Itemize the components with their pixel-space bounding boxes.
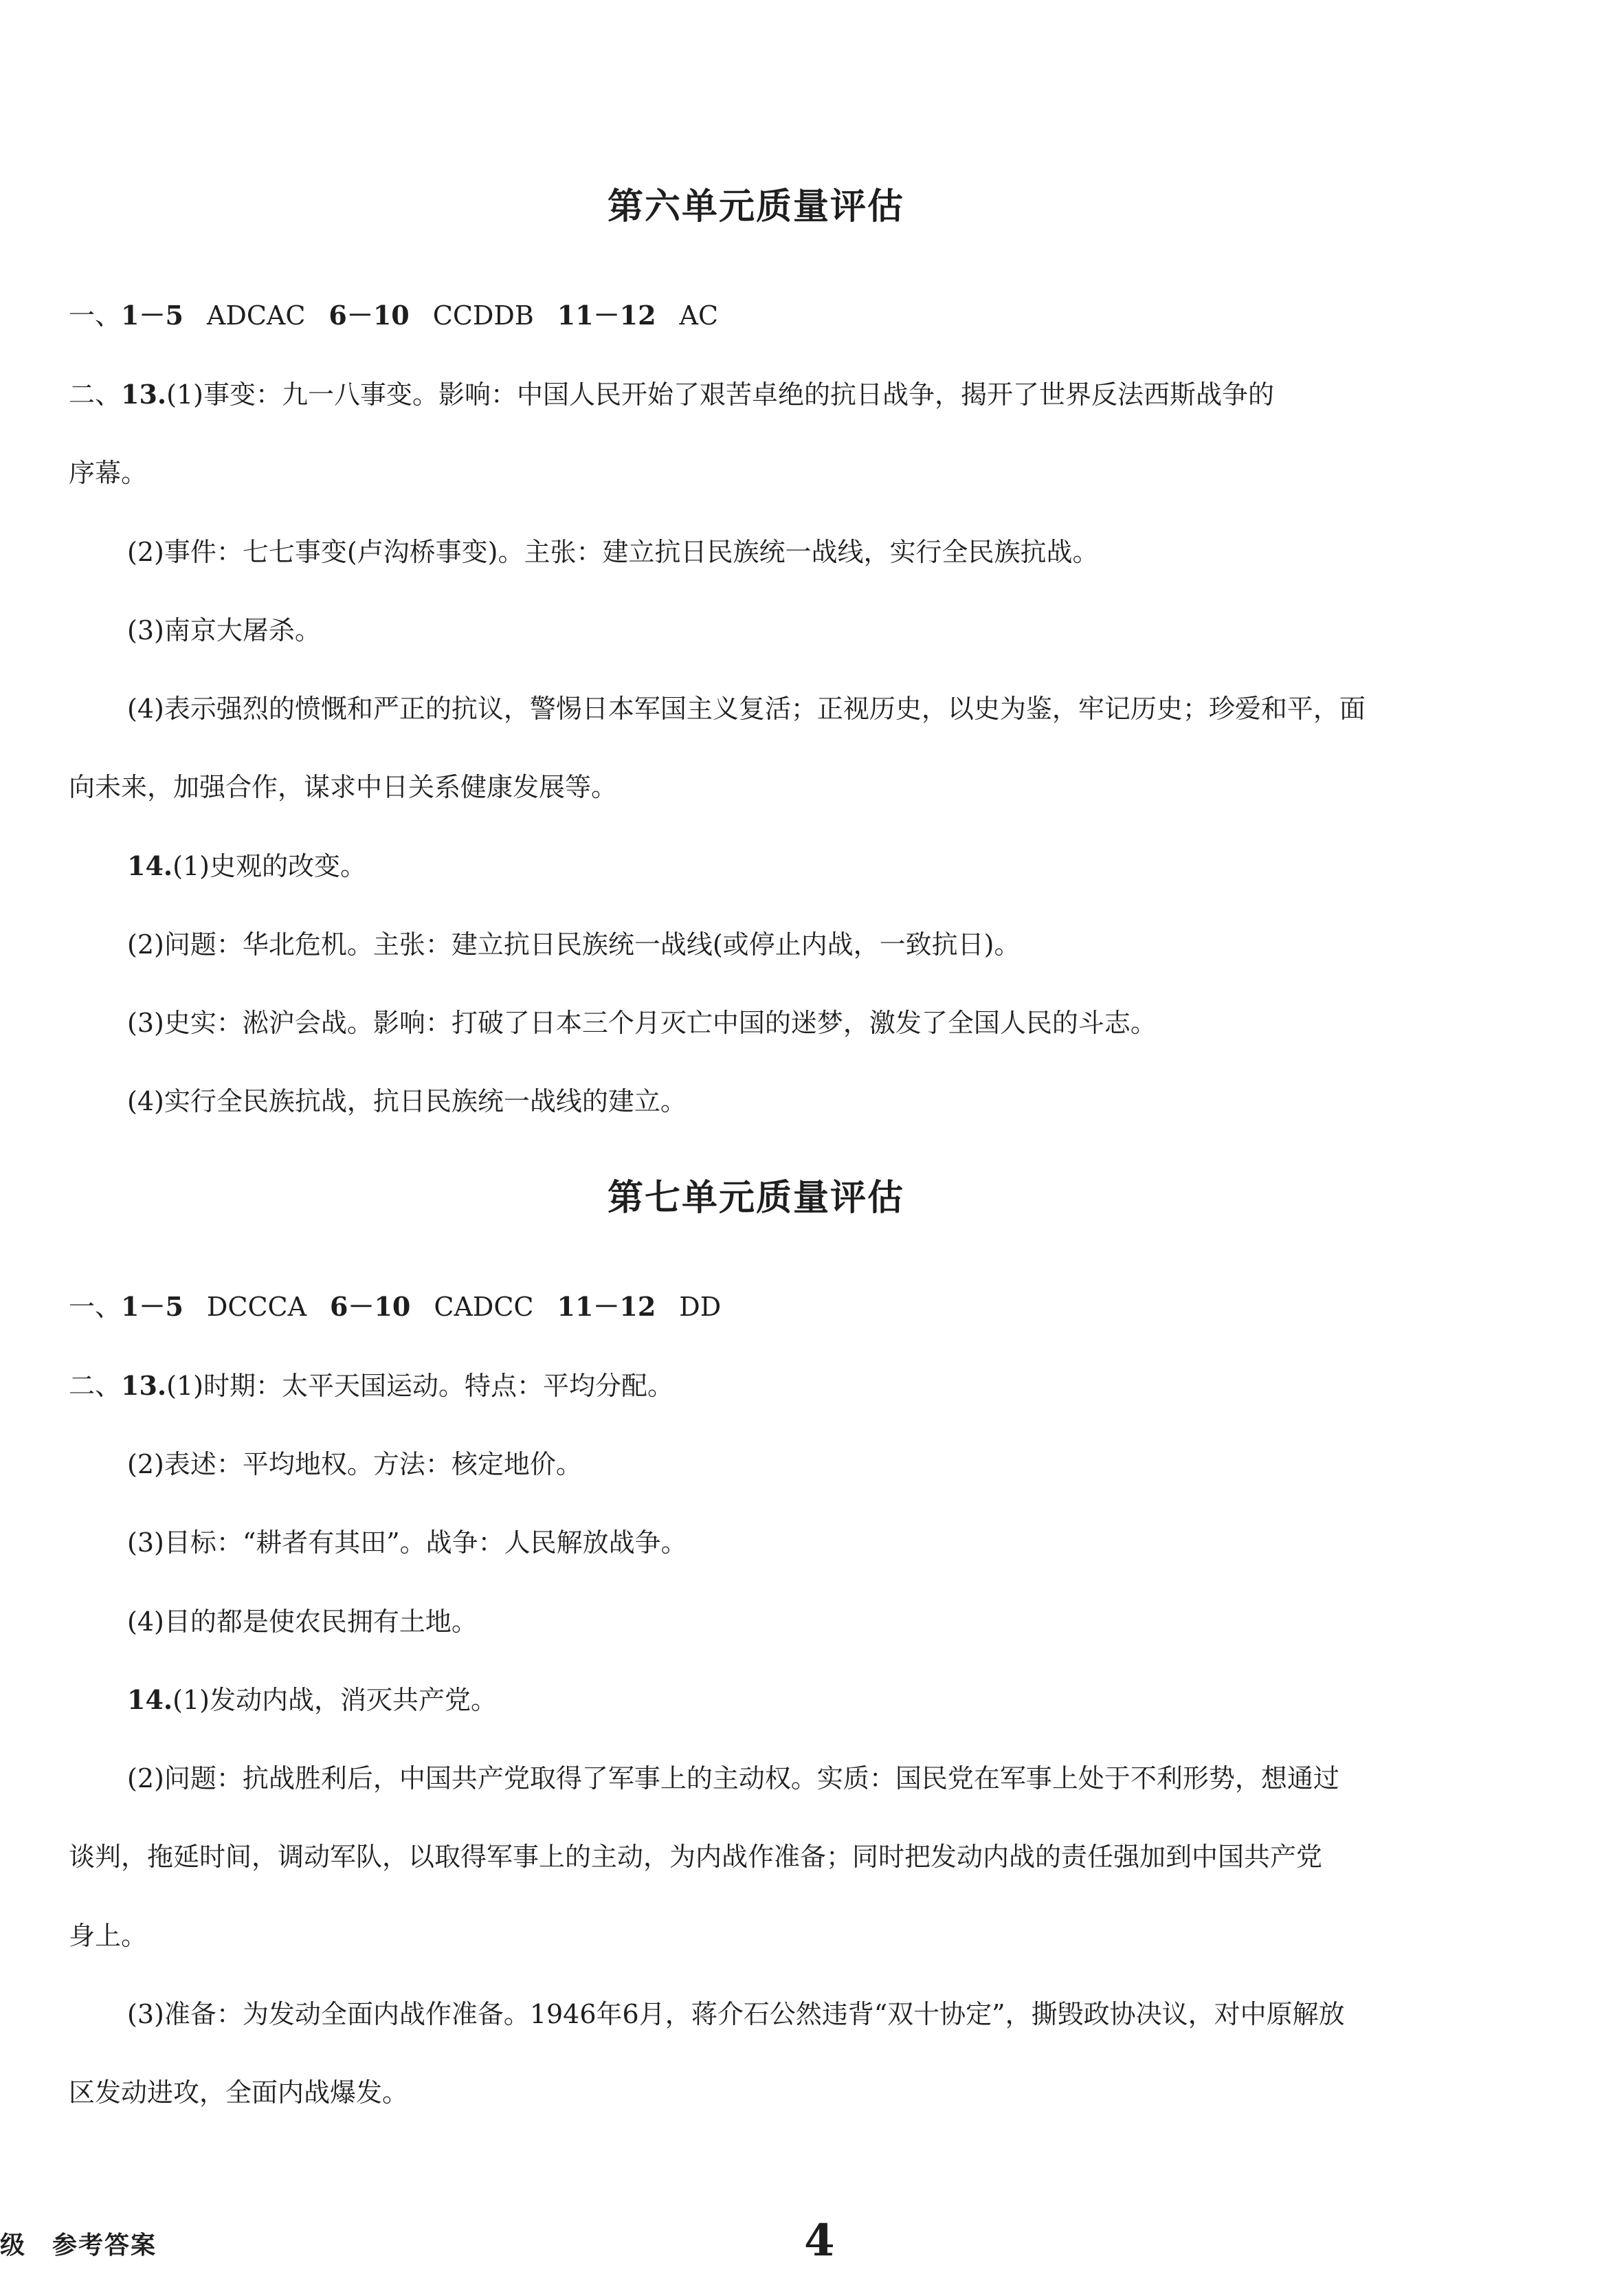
answer-text: (1)发动内战，消灭共产党。: [172, 1685, 497, 1715]
answer-group: CCDDB: [432, 300, 534, 331]
answer-group: DCCCA: [206, 1292, 307, 1322]
unit6-q14-p4: (4)实行全民族抗战，抗日民族统一战线的建立。: [127, 1086, 687, 1116]
unit6-q13-p3: (3)南京大屠杀。: [127, 615, 321, 645]
unit7-q13-p2: (2)表述：平均地权。方法：核定地价。: [127, 1449, 582, 1479]
answer-group: AC: [679, 300, 719, 331]
unit6-q13-line2: 序幕。: [69, 458, 148, 488]
section-prefix: 二、: [69, 1371, 122, 1401]
unit6-q13-line1: [69, 373, 1436, 411]
unit7-q14-p3a: (3)准备：为发动全面内战作准备。1946年6月，蒋介石公然违背“双十协定”，撕毁政协决议，对中原解放: [127, 1999, 1345, 2029]
section-prefix: 二、: [69, 379, 122, 410]
answer-text: (1)时期：太平天国运动。特点：平均分配。: [166, 1371, 673, 1401]
unit7-choice-answers: [69, 1285, 1436, 1323]
unit6-choice-answers: [69, 294, 1436, 332]
unit7-title: 第七单元质量评估: [607, 1178, 904, 1219]
unit7-q14-p2a: (2)问题：抗战胜利后，中国共产党取得了军事上的主动权。实质：国民党在军事上处于不利形势，想通过: [127, 1763, 1339, 1793]
unit6-q14-p2: (2)问题：华北危机。主张：建立抗日民族统一战线(或停止内战，一致抗日)。: [127, 929, 1021, 960]
range-label: 1－5: [121, 300, 183, 331]
answer-group: DD: [679, 1292, 722, 1322]
answer-group: CADCC: [434, 1292, 534, 1322]
question-number: 14.: [127, 1684, 173, 1715]
unit7-q14-p2c: 身上。: [69, 1921, 148, 1951]
answer-text: (1)事变：九一八事变。影响：中国人民开始了艰苦卓绝的抗日战争，揭开了世界反法西斯战争的: [166, 379, 1274, 410]
unit6-q13-p4a: (4)表示强烈的愤慨和严正的抗议，警惕日本军国主义复活；正视历史，以史为鉴，牢记历史；珍爱和平，面: [127, 694, 1366, 724]
range-label: 11－12: [557, 300, 656, 331]
page-number: 4: [804, 2215, 835, 2266]
question-number: 13.: [121, 1370, 167, 1401]
unit6-q13-p2: (2)事件：七七事变(卢沟桥事变)。主张：建立抗日民族统一战线，实行全民族抗战。: [127, 537, 1099, 567]
answer-group: ADCAC: [206, 300, 306, 331]
unit7-q14-p2b: 谈判，拖延时间，调动军队，以取得军事上的主动，为内战作准备；同时把发动内战的责任强加到中国共产党: [69, 1842, 1323, 1872]
unit7-q13-p1: [69, 1365, 1436, 1402]
choice-prefix: 一、: [69, 300, 122, 331]
unit6-q13-p4b: 向未来，加强合作，谋求中日关系健康发展等。: [69, 772, 618, 802]
answer-text: (1)史观的改变。: [172, 851, 366, 881]
unit6-title: 第六单元质量评估: [607, 186, 904, 228]
unit7-q13-p4: (4)目的都是使农民拥有土地。: [127, 1607, 478, 1637]
range-label: 6－10: [328, 300, 410, 331]
unit7-q13-p3: (3)目标：“耕者有其田”。战争：人民解放战争。: [127, 1527, 687, 1558]
choice-prefix: 一、: [69, 1292, 122, 1322]
unit6-q14-p3: (3)史实：淞沪会战。影响：打破了日本三个月灭亡中国的迷梦，激发了全国人民的斗志。: [127, 1008, 1157, 1038]
range-label: 6－10: [330, 1291, 411, 1322]
question-number: 14.: [127, 850, 173, 881]
question-number: 13.: [121, 379, 167, 410]
unit7-q14-p3b: 区发动进攻，全面内战爆发。: [69, 2077, 409, 2108]
unit7-q14-p1: [127, 1679, 1495, 1717]
range-label: 1－5: [121, 1291, 183, 1322]
footer-label: 级 参考答案: [0, 2231, 157, 2260]
unit6-q14-p1: [127, 845, 1495, 883]
range-label: 11－12: [557, 1291, 656, 1322]
